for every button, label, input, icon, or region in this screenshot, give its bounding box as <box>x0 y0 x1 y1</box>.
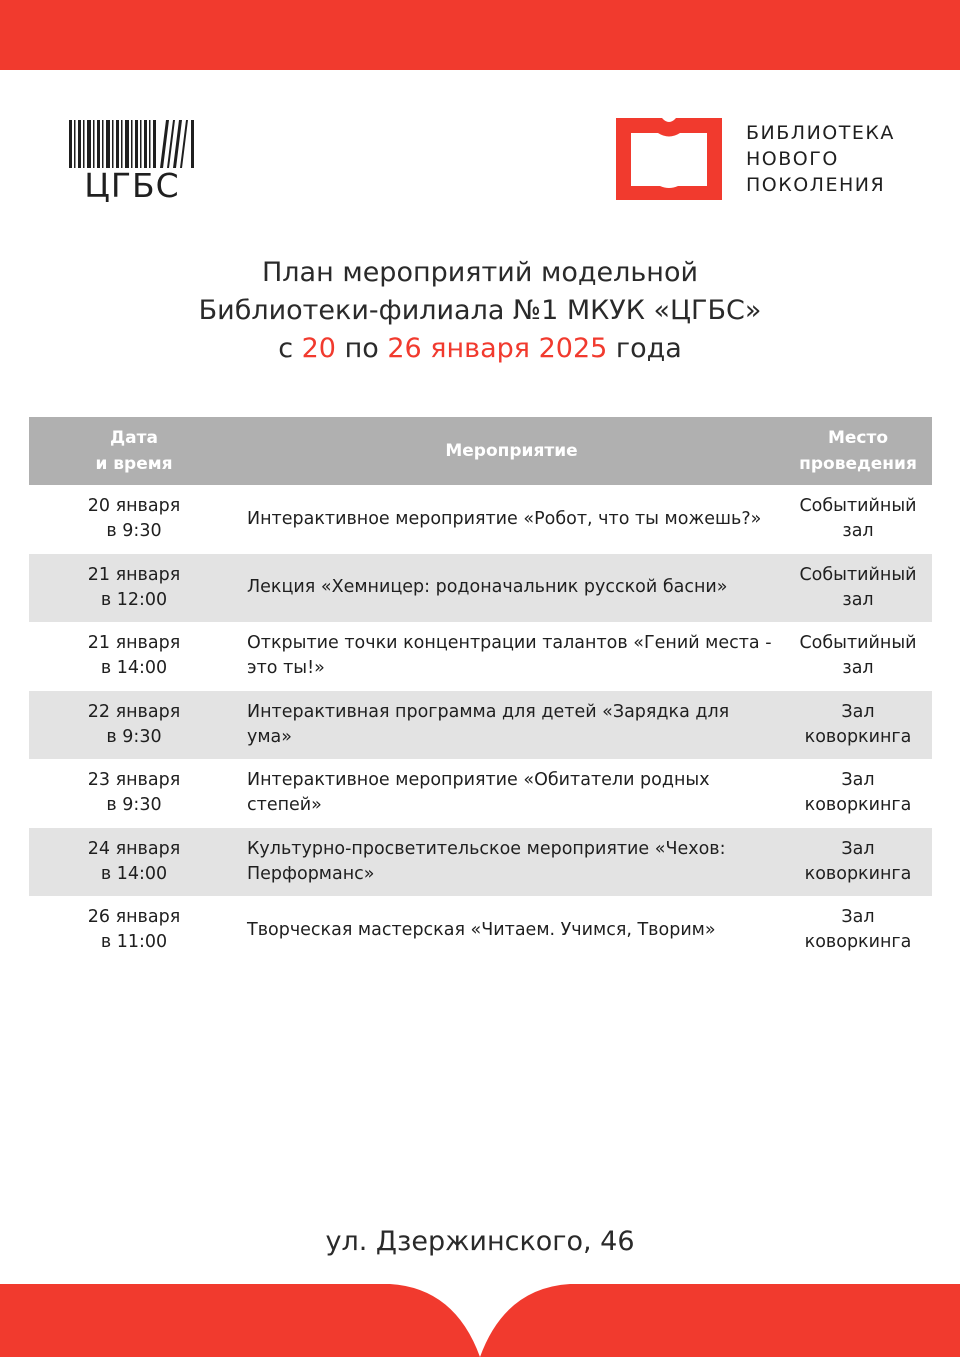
row-date <box>29 896 239 965</box>
table-row <box>29 828 932 897</box>
time-text: в 12:00 <box>100 589 168 610</box>
row-place <box>784 485 932 554</box>
row-event: Интерактивное мероприятие «Робот, что ты можешь?» <box>247 508 762 529</box>
row-date <box>29 622 239 691</box>
place-text: Событийный <box>799 633 917 654</box>
table-row <box>29 691 932 760</box>
place-text: коворкинга <box>804 932 912 953</box>
address: ул. Дзержинского, 46 <box>325 1226 635 1257</box>
row-place <box>784 828 932 897</box>
row-date <box>29 485 239 554</box>
table-row <box>29 554 932 623</box>
library-logo-line: БИБЛИОТЕКА <box>746 122 895 144</box>
table-row <box>29 896 932 965</box>
header-event: Мероприятие <box>239 417 784 485</box>
place-text: коворкинга <box>804 726 912 747</box>
header-date <box>29 417 239 485</box>
row-date <box>29 554 239 623</box>
date-text: 26 января <box>87 907 181 928</box>
time-text: в 9:30 <box>106 726 162 747</box>
time-text: в 14:00 <box>100 863 168 884</box>
title-suffix: года <box>607 333 682 364</box>
title-date-from: 20 <box>301 333 336 364</box>
row-place <box>784 759 932 828</box>
row-event: Открытие точки концентрации талантов «Гений места - это ты!» <box>247 633 772 679</box>
time-text: в 9:30 <box>106 521 162 542</box>
row-event: Культурно-просветительское мероприятие «Чехов: Перформанс» <box>239 828 784 897</box>
title-date-to: 26 января 2025 <box>387 333 608 364</box>
row-event: Лекция «Хемницер: родоначальник русской басни» <box>239 554 784 623</box>
top-red-band <box>0 0 960 70</box>
header-place-line: Место <box>827 428 889 448</box>
row-date <box>29 759 239 828</box>
header-place-line: проведения <box>799 454 917 474</box>
library-logo-line: ПОКОЛЕНИЯ <box>746 174 886 196</box>
row-event: Интерактивное мероприятие «Обитатели родных степей» <box>247 770 710 816</box>
place-text: Зал <box>841 838 875 859</box>
cgbs-logo <box>68 120 196 206</box>
library-logo-text <box>746 120 895 198</box>
place-text: Зал <box>841 907 875 928</box>
date-text: 20 января <box>87 496 181 517</box>
page-title <box>0 254 960 368</box>
time-text: в 9:30 <box>106 795 162 816</box>
place-text: Событийный <box>799 564 917 585</box>
row-date <box>29 828 239 897</box>
place-text: зал <box>842 521 874 542</box>
place-text: Событийный <box>799 496 917 517</box>
time-text: в 11:00 <box>100 932 168 953</box>
date-text: 21 января <box>87 633 181 654</box>
bottom-red-band <box>0 1284 960 1357</box>
date-text: 24 января <box>87 838 181 859</box>
place-text: коворкинга <box>804 795 912 816</box>
date-text: 22 января <box>87 701 181 722</box>
title-prefix: с <box>278 333 302 364</box>
table-row <box>29 759 932 828</box>
events-table <box>29 417 932 965</box>
header-date-line: Дата <box>110 428 158 448</box>
header-place <box>784 417 932 485</box>
table-row <box>29 622 932 691</box>
date-text: 21 января <box>87 564 181 585</box>
title-connector: по <box>335 333 388 364</box>
date-text: 23 января <box>87 770 181 791</box>
title-line-2: Библиотеки-филиала №1 МКУК «ЦГБС» <box>198 295 762 326</box>
cgbs-logo-text: ЦГБС <box>84 166 180 205</box>
table-row <box>29 485 932 554</box>
title-line-3 <box>0 330 960 368</box>
place-text: коворкинга <box>804 863 912 884</box>
place-text: зал <box>842 658 874 679</box>
header-date-line: и время <box>95 454 173 474</box>
title-line-1: План мероприятий модельной <box>261 257 699 288</box>
open-book-icon <box>616 118 722 200</box>
row-place <box>784 554 932 623</box>
row-place <box>784 691 932 760</box>
time-text: в 14:00 <box>100 658 168 679</box>
row-place <box>784 896 932 965</box>
place-text: Зал <box>841 701 875 722</box>
library-logo-line: НОВОГО <box>746 148 839 170</box>
table-header-row <box>29 417 932 485</box>
row-event: Интерактивная программа для детей «Зарядка для ума» <box>239 691 784 760</box>
place-text: зал <box>842 589 874 610</box>
row-event: Творческая мастерская «Читаем. Учимся, Творим» <box>247 919 716 940</box>
row-date <box>29 691 239 760</box>
library-logo <box>616 118 906 200</box>
place-text: Зал <box>841 770 875 791</box>
row-place <box>784 622 932 691</box>
barcode-icon <box>68 120 196 168</box>
